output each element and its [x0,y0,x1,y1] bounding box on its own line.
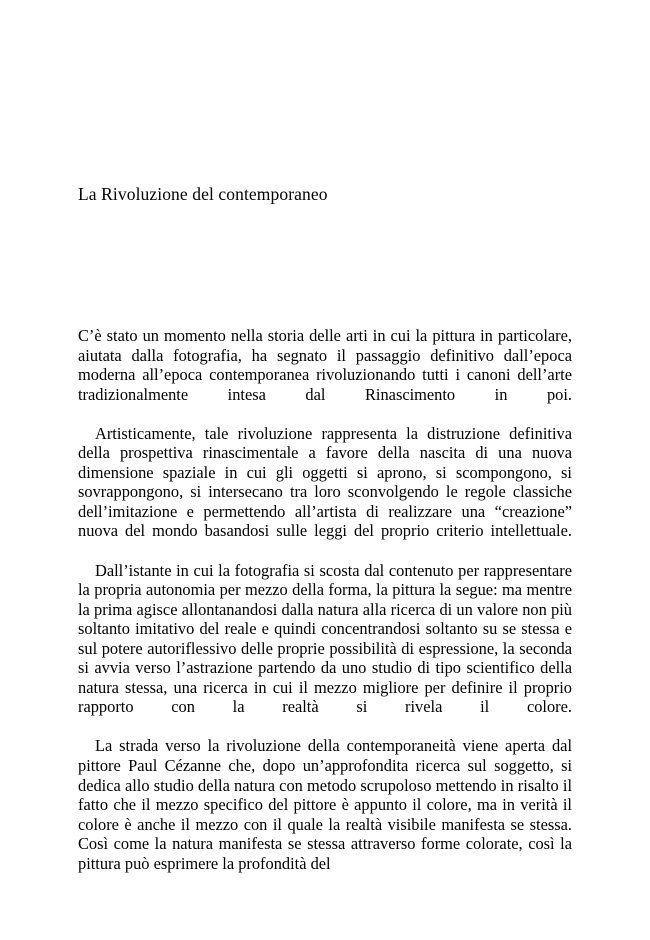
chapter-title: La Rivoluzione del contemporaneo [78,184,328,204]
body-text-block [78,326,572,873]
paragraph-3: Dall’istante in cui la fotografia si scosta dal contenuto per rappresentare la propria autonomia per mezzo della forma, la pittura la segue: ma mentre la prima agisce allontanandosi dalla natura alla ricerca di un valore non più soltanto imitativo del reale e quindi concentrandosi soltanto su se stessa e sul potere autoriflessivo delle proprie possibilità di espressione, la seconda si avvia verso l’astrazione partendo da uno studio di tipo scientifico della natura stessa, una ricerca in cui il mezzo migliore per definire il proprio rapporto con la realtà si rivela il colore. [78,560,572,717]
paragraph-2: Artisticamente, tale rivoluzione rappresenta la distruzione definitiva della prospettiva rinascimentale a favore della nascita di una nuova dimensione spaziale in cui gli oggetti si aprono, si scompongono, si sovrappongono, si intersecano tra loro sconvolgendo le regole classiche dell’imitazione e permettendo all’artista di realizzare una “creazione” nuova del mondo basandosi sulle leggi del proprio criterio intellettuale. [78,423,572,541]
paragraph-4: La strada verso la rivoluzione della contemporaneità viene aperta dal pittore Paul Cézanne che, dopo un’approfondita ricerca sul soggetto, si dedica allo studio della natura con metodo scrupoloso mettendo in risalto il fatto che il mezzo specifico del pittore è appunto il colore, ma in verità il colore è anche il mezzo con il quale la realtà visibile manifesta se stessa. Così come la natura manifesta se stessa attraverso forme colorate, così la pittura può esprimere la profondità del [78,736,572,873]
paragraph-1: C’è stato un momento nella storia delle arti in cui la pittura in particolare, aiutata dalla fotografia, ha segnato il passaggio definitivo dall’epoca moderna all’epoca contemporanea rivoluzionando tutti i canoni dell’arte tradizionalmente intesa dal Rinascimento in poi. [78,326,572,404]
